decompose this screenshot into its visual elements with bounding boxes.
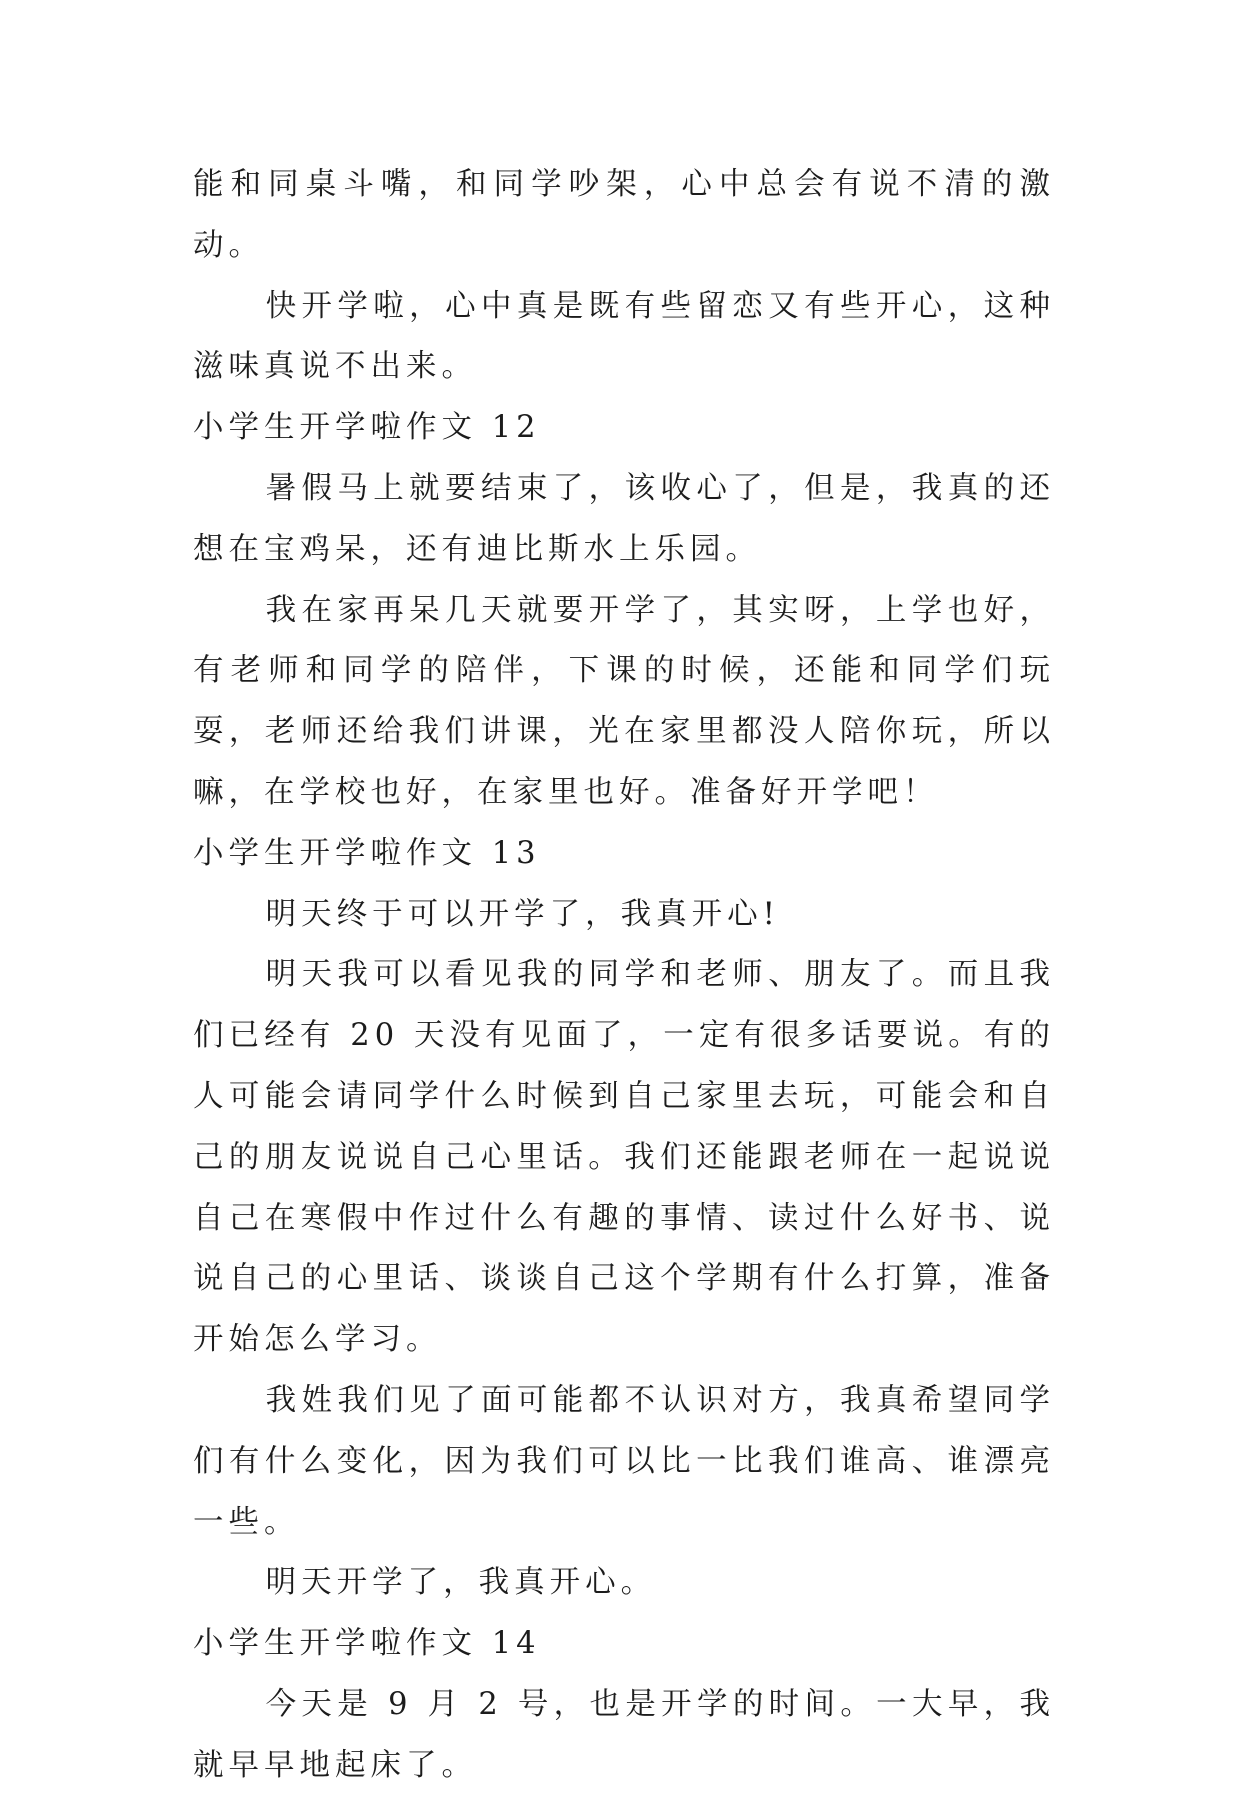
paragraph: 我在家再呆几天就要开学了，其实呀，上学也好，有老师和同学的陪伴，下课的时候，还能和同学们玩耍，老师还给我们讲课，光在家里都没人陪你玩，所以嘛，在学校也好，在家里也好。准备好开学吧！ <box>193 592 1055 810</box>
paragraph: 暑假马上就要结束了，该收心了，但是，我真的还想在宝鸡呆，还有迪比斯水上乐园。 <box>193 470 1055 567</box>
paragraph: 明天开学了，我真开心。 <box>265 1565 657 1601</box>
paragraph: 我姓我们见了面可能都不认识对方，我真希望同学们有什么变化，因为我们可以比一比我们谁高、谁漂亮一些。 <box>193 1382 1055 1540</box>
paragraph: 今天是 9 月 2 号，也是开学的时间。一大早，我就早早地起床了。 <box>193 1686 1055 1783</box>
paragraph: 快开学啦，心中真是既有些留恋又有些开心，这种滋味真说不出来。 <box>193 288 1055 385</box>
essay-heading-14: 小学生开学啦作文 14 <box>193 1626 541 1662</box>
essay-heading-12: 小学生开学啦作文 12 <box>193 410 541 446</box>
document-page <box>193 155 1055 1797</box>
paragraph-continuation: 能和同桌斗嘴，和同学吵架，心中总会有说不清的激动。 <box>193 167 1055 263</box>
paragraph: 明天我可以看见我的同学和老师、朋友了。而且我们已经有 20 天没有见面了，一定有很多话要说。有的人可能会请同学什么时候到自己家里去玩，可能会和自己的朋友说说自己心里话。我们还能跟老师在一起说说自己在寒假中作过什么有趣的事情、读过什么好书、说说自己的心里话、谈谈自己这个学期有什么打算，准备开始怎么学习。 <box>193 957 1055 1358</box>
essay-heading-13: 小学生开学啦作文 13 <box>193 835 541 871</box>
paragraph: 明天终于可以开学了，我真开心! <box>265 896 780 932</box>
